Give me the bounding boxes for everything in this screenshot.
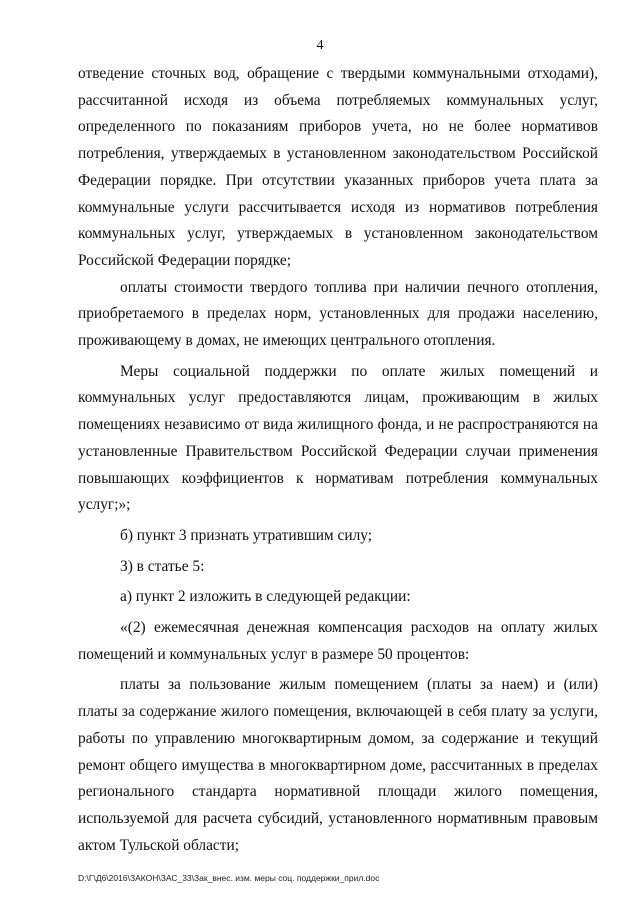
paragraph-compensation: «(2) ежемесячная денежная компенсация расходов на оплату жилых помещений и коммунальных услуг в размере 50 процентов: <box>78 619 598 663</box>
paragraph-housing-payment: платы за пользование жилым помещением (платы за наем) и (или) платы за содержание жилого помещения, включающей в себя плату за услуги, работы по управлению многоквартирным домом, за содержание и текущий ремонт общего имущества в многоквартирном доме, рассчитанных в пределах регионального стандарта нормативной площади жилого помещения, используемой для расчета субсидий, установленного нормативным правовым актом Тульской области; <box>78 676 598 854</box>
paragraph-solid-fuel: оплаты стоимости твердого топлива при наличии печного отопления, приобретаемого в пределах норм, установленных для продажи населению, проживающему в домах, не имеющих центрального отопления. <box>78 278 598 350</box>
paragraph-item-3: 3) в статье 5: <box>120 557 205 575</box>
paragraph-support-measures: Меры социальной поддержки по оплате жилых помещений и коммунальных услуг предоставляются лицам, проживающим в жилых помещениях независимо от вида жилищного фонда, и не распространяются на установленные Правительством Российской Федерации случаи применения повышающих коэффициентов к нормативам потребления коммунальных услуг;»; <box>78 362 598 514</box>
paragraph-item-a: а) пункт 2 изложить в следующей редакции: <box>120 588 411 606</box>
document-body <box>78 61 598 859</box>
paragraph-continuation: отведение сточных вод, обращение с твердыми коммунальными отходами), рассчитанной исходя из объема потребляемых коммунальных услуг, определенного по показаниям приборов учета, но не более нормативов потребления, утверждаемых в установленном законодательством Российской Федерации порядке. При отсутствии указанных приборов учета плата за коммунальные услуги рассчитывается исходя из нормативов потребления коммунальных услуг, утверждаемых в установленном законодательством Российской Федерации порядке; <box>78 65 598 269</box>
page-number: 4 <box>316 38 324 53</box>
file-path-footer: D:\Г\Д6\2016\ЗАКОН\ЗАС_33\Зак_внес. изм. меры соц. поддержки_прил.doc <box>78 873 380 883</box>
paragraph-item-b: б) пункт 3 признать утратившим силу; <box>120 526 373 544</box>
